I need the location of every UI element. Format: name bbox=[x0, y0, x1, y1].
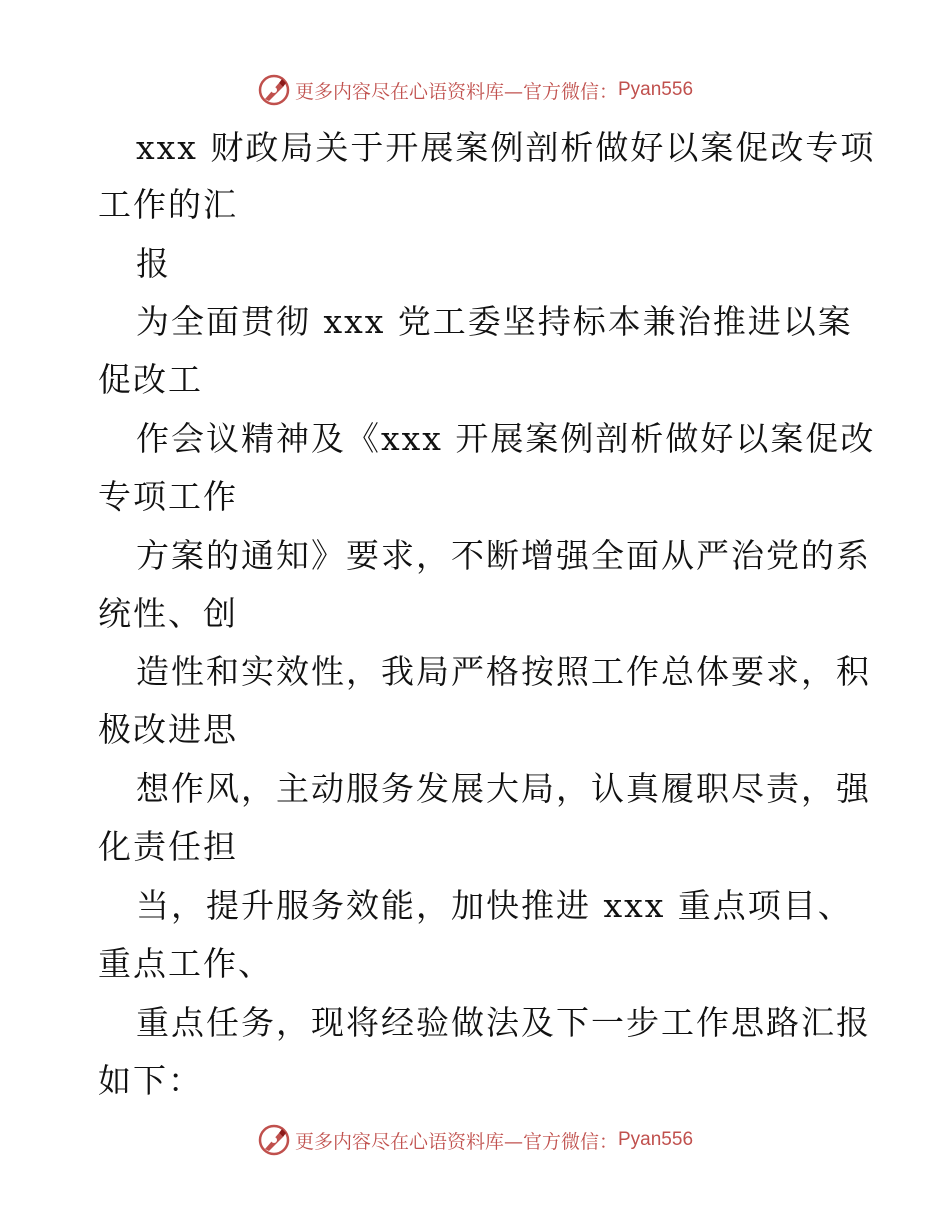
body-line: 造性和实效性，我局严格按照工作总体要求，积 bbox=[136, 652, 871, 691]
footer-watermark bbox=[0, 1122, 950, 1158]
body-line: 促改工 bbox=[98, 360, 203, 399]
body-line: 重点工作、 bbox=[98, 944, 273, 983]
title-line-2: 工作的汇 bbox=[98, 185, 238, 224]
body-line: 方案的通知》要求，不断增强全面从严治党的系 bbox=[136, 536, 871, 575]
title-line-1: xxx 财政局关于开展案例剖析做好以案促改专项 bbox=[136, 128, 876, 167]
body-line: 专项工作 bbox=[98, 477, 238, 516]
body-line: 作会议精神及《xxx 开展案例剖析做好以案促改 bbox=[136, 419, 876, 458]
header-watermark bbox=[0, 72, 950, 108]
watermark-wechat-id: Pyan556 bbox=[618, 1129, 694, 1150]
body-line: 想作风，主动服务发展大局，认真履职尽责，强 bbox=[136, 769, 871, 808]
body-line: 极改进思 bbox=[98, 710, 238, 749]
watermark-text: 更多内容尽在心语资料库—官方微信： bbox=[294, 80, 618, 103]
body-line: 为全面贯彻 xxx 党工委坚持标本兼治推进以案 bbox=[136, 302, 853, 341]
body-line: 化责任担 bbox=[98, 827, 238, 866]
watermark-text: 更多内容尽在心语资料库—官方微信： bbox=[294, 1130, 618, 1153]
title-line-3: 报 bbox=[136, 244, 171, 283]
body-line: 如下： bbox=[98, 1061, 203, 1100]
body-line: 统性、创 bbox=[98, 594, 238, 633]
pen-logo-icon bbox=[257, 1123, 291, 1157]
body-line: 当，提升服务效能，加快推进 xxx 重点项目、 bbox=[136, 886, 853, 925]
watermark-wechat-id: Pyan556 bbox=[618, 79, 694, 100]
body-line: 重点任务，现将经验做法及下一步工作思路汇报 bbox=[136, 1003, 871, 1042]
pen-logo-icon bbox=[257, 73, 291, 107]
